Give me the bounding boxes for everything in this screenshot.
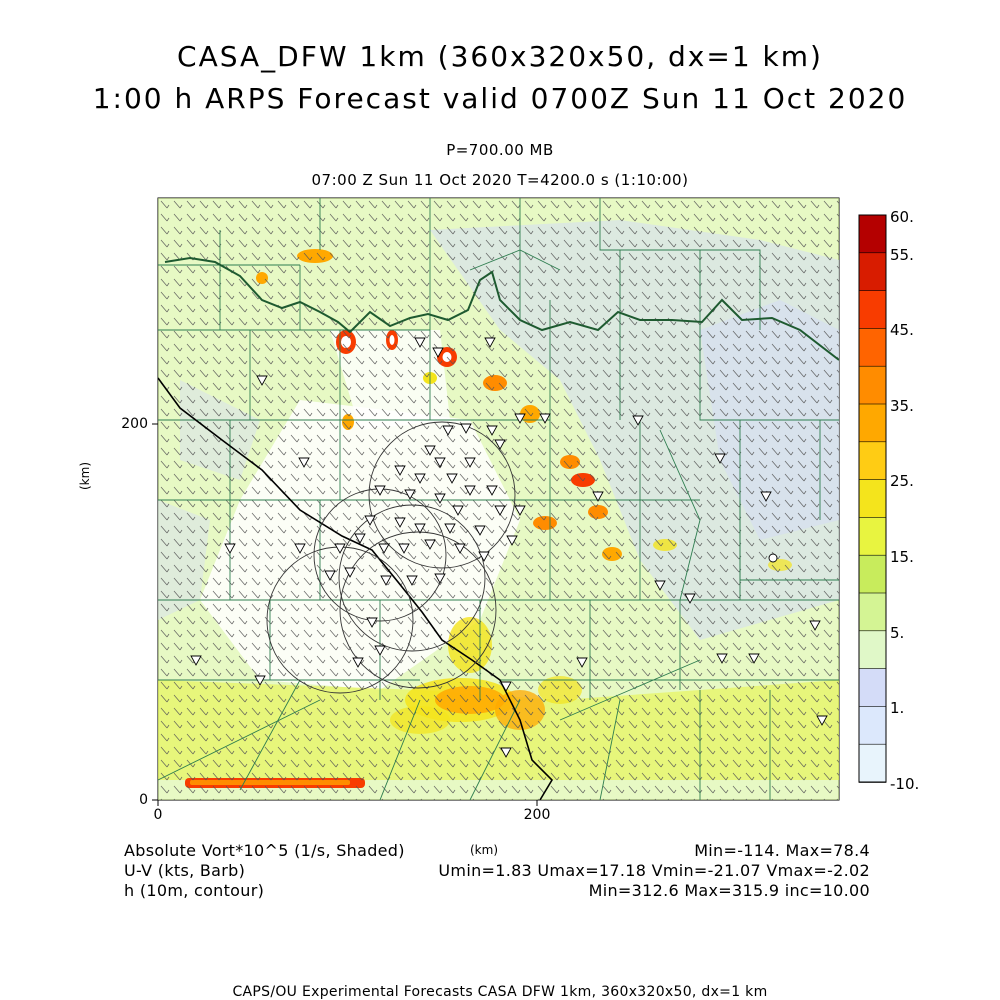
colorbar-label: 25. <box>890 472 914 490</box>
colorbar-box <box>859 442 886 480</box>
colorbar-box <box>859 215 886 253</box>
colorbar-box <box>859 669 886 707</box>
colorbar-box <box>859 366 886 404</box>
field1-stats: Min=-114. Max=78.4 <box>694 841 870 860</box>
x-tick-label: 0 <box>153 807 163 823</box>
field1-label: Absolute Vort*10^5 (1/s, Shaded) <box>124 841 405 860</box>
colorbar-box <box>859 517 886 555</box>
valid-time: 07:00 Z Sun 11 Oct 2020 T=4200.0 s (1:10:00) <box>311 171 689 189</box>
field2-stats: Umin=1.83 Umax=17.18 Vmin=-21.07 Vmax=-2.02 <box>438 861 870 880</box>
colorbar-box <box>859 593 886 631</box>
colorbar-label: 60. <box>890 208 914 226</box>
colorbar-box <box>859 291 886 329</box>
pressure-level: P=700.00 MB <box>446 141 554 159</box>
x-tick-label: 200 <box>523 807 551 823</box>
wind-barbs <box>158 198 839 800</box>
colorbar-box <box>859 744 886 782</box>
colorbar-label: 55. <box>890 246 914 264</box>
field3-label: h (10m, contour) <box>124 881 265 900</box>
x-axis-label: (km) <box>470 843 499 857</box>
colorbar-box <box>859 480 886 518</box>
colorbar <box>859 215 886 783</box>
colorbar-box <box>859 328 886 366</box>
y-axis-label: (km) <box>78 461 92 490</box>
title-line-2: 1:00 h ARPS Forecast valid 0700Z Sun 11 Oct 2020 <box>92 82 908 115</box>
colorbar-label: 35. <box>890 397 914 415</box>
y-tick-label: 200 <box>121 416 148 432</box>
colorbar-label: 5. <box>890 624 905 642</box>
title-line-1: CASA_DFW 1km (360x320x50, dx=1 km) <box>177 40 823 73</box>
colorbar-box <box>859 253 886 291</box>
colorbar-box <box>859 706 886 744</box>
field3-stats: Min=312.6 Max=315.9 inc=10.00 <box>588 881 870 900</box>
colorbar-label: 1. <box>890 699 905 717</box>
y-tick-label: 0 <box>139 792 148 808</box>
colorbar-box <box>859 631 886 669</box>
colorbar-label: 15. <box>890 548 914 566</box>
colorbar-label: -10. <box>890 775 920 793</box>
colorbar-box <box>859 555 886 593</box>
footer-credit: CAPS/OU Experimental Forecasts CASA DFW 1km, 360x320x50, dx=1 km <box>232 984 768 1000</box>
colorbar-label: 45. <box>890 321 914 339</box>
field2-label: U-V (kts, Barb) <box>124 861 246 880</box>
colorbar-box <box>859 404 886 442</box>
station-marker <box>769 554 777 562</box>
